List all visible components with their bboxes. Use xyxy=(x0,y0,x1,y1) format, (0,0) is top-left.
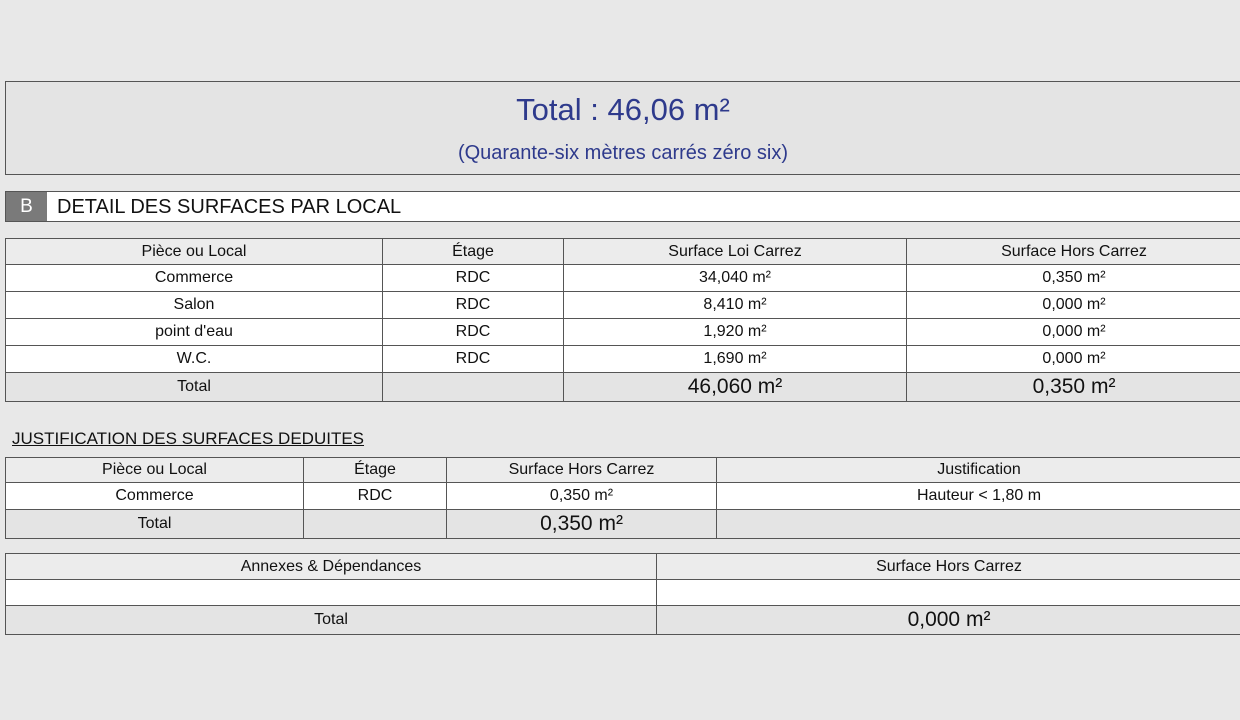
total-hors-carrez: 0,350 m² xyxy=(447,510,717,539)
floor: RDC xyxy=(383,319,564,346)
table-row xyxy=(6,319,1240,346)
column-header: Surface Hors Carrez xyxy=(907,239,1240,265)
hors-carrez-surface: 0,350 m² xyxy=(447,483,717,510)
floor: RDC xyxy=(383,292,564,319)
hors-carrez-surface: 0,000 m² xyxy=(907,319,1240,346)
table-row xyxy=(6,580,1240,606)
room-name: W.C. xyxy=(6,346,383,373)
floor: RDC xyxy=(383,265,564,292)
justification-title: JUSTIFICATION DES SURFACES DEDUITES xyxy=(12,429,365,448)
carrez-surface: 34,040 m² xyxy=(564,265,907,292)
hors-carrez-surface: 0,000 m² xyxy=(907,292,1240,319)
total-summary-box xyxy=(5,81,1240,175)
total-surface-in-words: (Quarante-six mètres carrés zéro six) xyxy=(457,142,789,164)
room-name: point d'eau xyxy=(6,319,383,346)
total-label: Total xyxy=(6,373,383,402)
room-name: Salon xyxy=(6,292,383,319)
justification-reason: Hauteur < 1,80 m xyxy=(717,483,1240,510)
empty-cell xyxy=(6,580,657,606)
floor: RDC xyxy=(383,346,564,373)
empty-cell xyxy=(304,510,447,539)
empty-cell xyxy=(717,510,1240,539)
table-header-row xyxy=(6,239,1240,265)
column-header: Justification xyxy=(717,458,1240,483)
room-name: Commerce xyxy=(6,265,383,292)
carrez-surface: 1,920 m² xyxy=(564,319,907,346)
column-header: Surface Loi Carrez xyxy=(564,239,907,265)
column-header: Étage xyxy=(383,239,564,265)
table-row xyxy=(6,346,1240,373)
total-hors-carrez: 0,350 m² xyxy=(907,373,1240,402)
floor: RDC xyxy=(304,483,447,510)
total-label: Total xyxy=(6,510,304,539)
justification-table xyxy=(5,457,1240,539)
detail-surfaces-table xyxy=(5,238,1240,402)
table-row xyxy=(6,292,1240,319)
column-header: Pièce ou Local xyxy=(6,458,304,483)
table-row xyxy=(6,483,1240,510)
total-row xyxy=(6,510,1240,539)
section-header xyxy=(5,191,1240,222)
carrez-surface: 8,410 m² xyxy=(564,292,907,319)
total-carrez: 46,060 m² xyxy=(564,373,907,402)
carrez-surface: 1,690 m² xyxy=(564,346,907,373)
total-row xyxy=(6,606,1240,635)
hors-carrez-surface: 0,350 m² xyxy=(907,265,1240,292)
hors-carrez-surface: 0,000 m² xyxy=(907,346,1240,373)
column-header: Surface Hors Carrez xyxy=(657,554,1240,580)
column-header: Pièce ou Local xyxy=(6,239,383,265)
total-hors-carrez: 0,000 m² xyxy=(657,606,1240,635)
column-header: Surface Hors Carrez xyxy=(447,458,717,483)
empty-cell xyxy=(383,373,564,402)
total-label: Total xyxy=(6,606,657,635)
annexes-table xyxy=(5,553,1240,635)
column-header: Annexes & Dépendances xyxy=(6,554,657,580)
empty-cell xyxy=(657,580,1240,606)
section-letter: B xyxy=(6,192,47,221)
column-header: Étage xyxy=(304,458,447,483)
table-header-row xyxy=(6,458,1240,483)
table-row xyxy=(6,265,1240,292)
section-title: DETAIL DES SURFACES PAR LOCAL xyxy=(57,196,402,218)
total-row xyxy=(6,373,1240,402)
table-header-row xyxy=(6,554,1240,580)
room-name: Commerce xyxy=(6,483,304,510)
total-surface: Total : 46,06 m² xyxy=(516,92,730,127)
